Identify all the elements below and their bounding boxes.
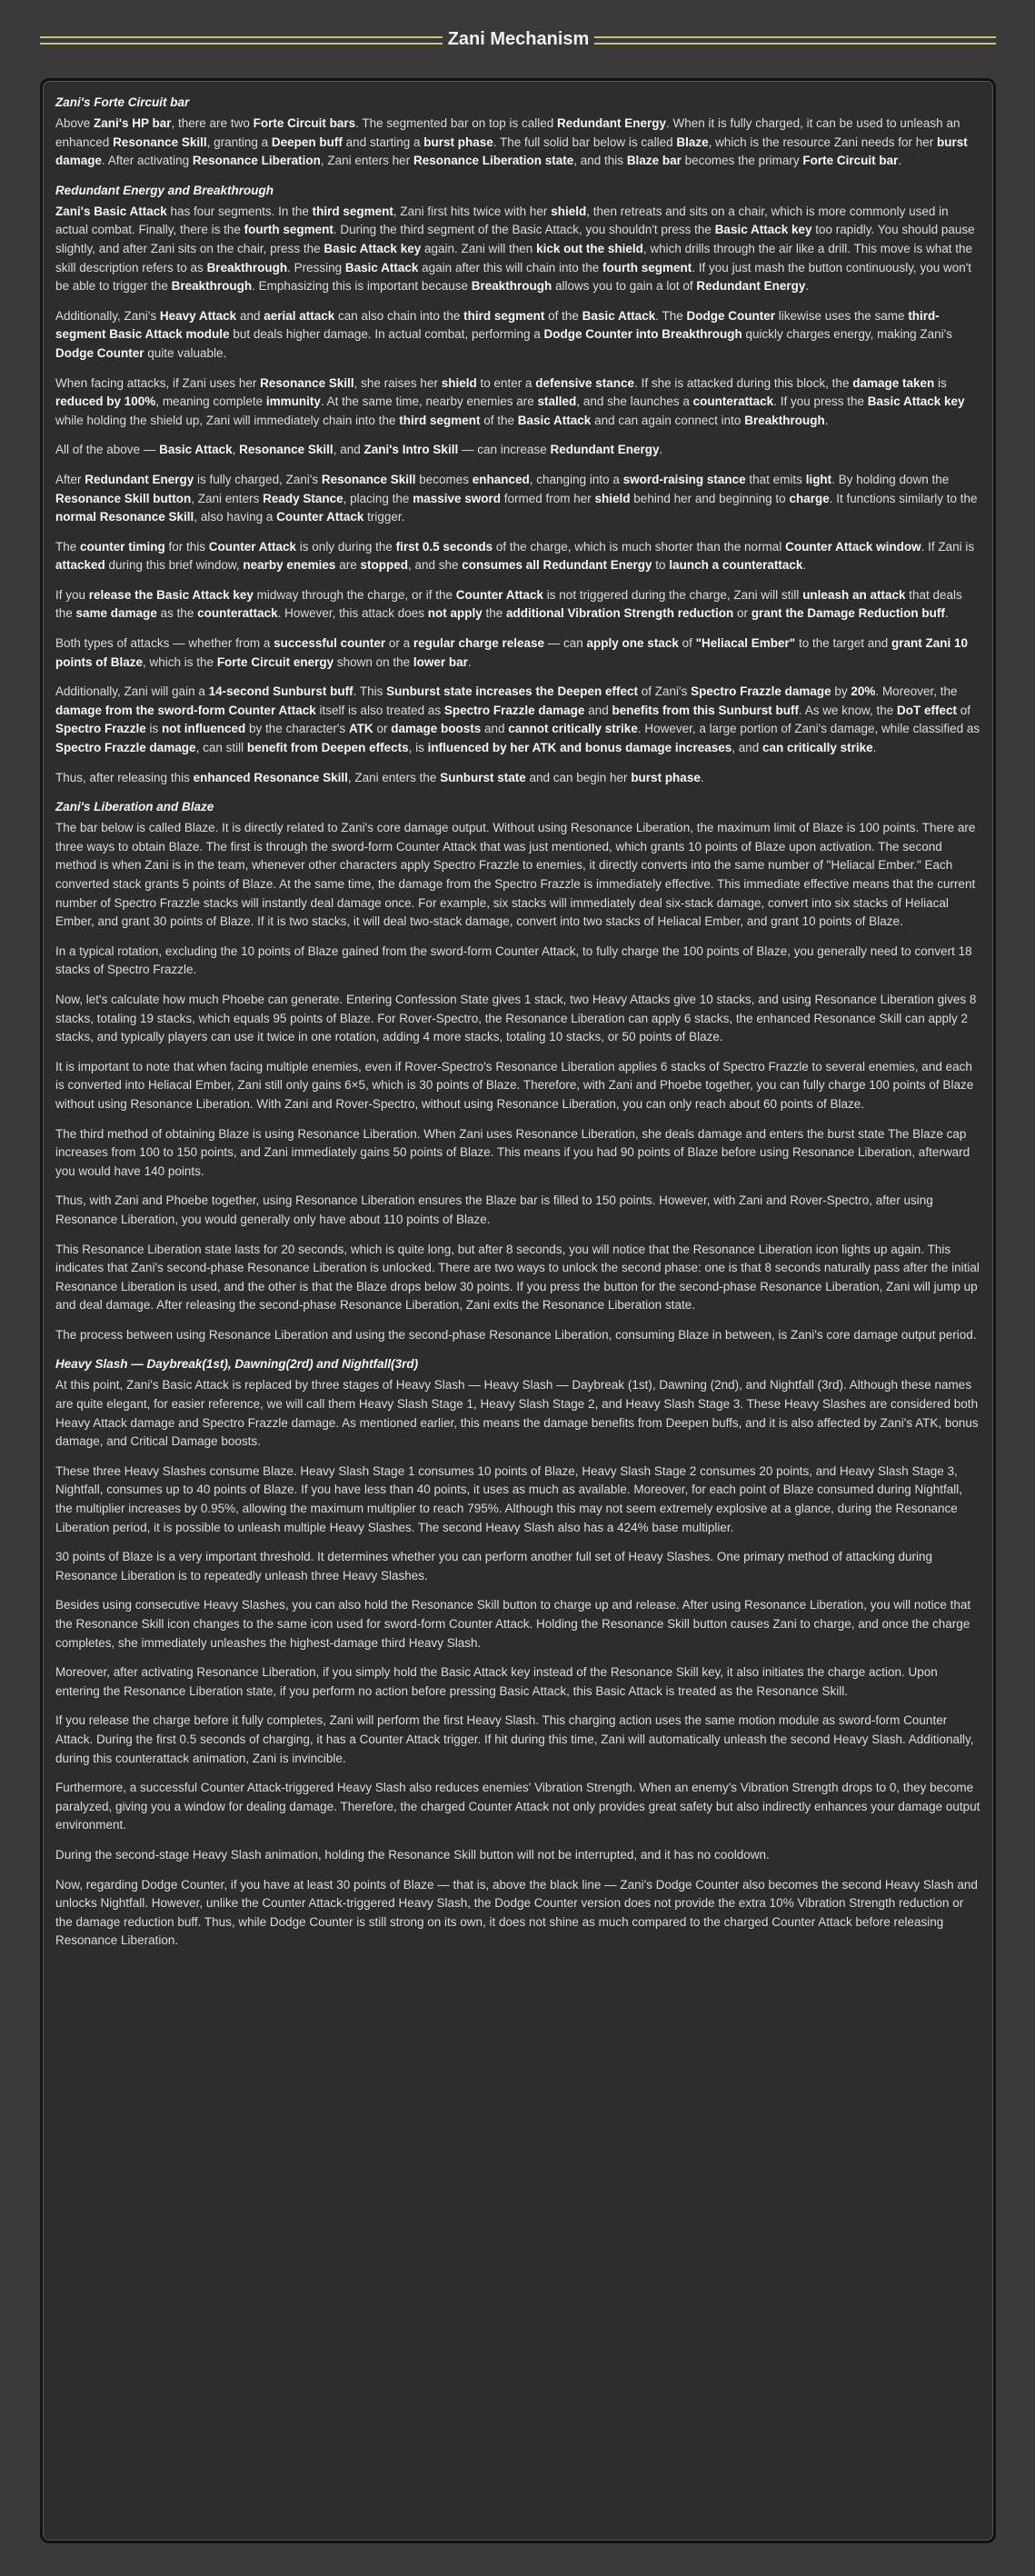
emphasis-term: Counter Attack bbox=[455, 587, 544, 602]
emphasis-term: Resonance Liberation bbox=[192, 154, 321, 168]
emphasis-term: Dodge Counter into Breakthrough bbox=[543, 327, 742, 342]
emphasis-term: Redundant Energy bbox=[85, 472, 194, 486]
emphasis-term: defensive stance bbox=[535, 375, 635, 390]
emphasis-term: Resonance Skill bbox=[321, 472, 416, 486]
emphasis-term: not apply bbox=[427, 606, 483, 621]
emphasis-term: counterattack bbox=[692, 394, 774, 409]
emphasis-term: Breakthrough bbox=[471, 279, 552, 294]
paragraph: After Redundant Energy is fully charged, Zani's Resonance Skill becomes enhanced, changing into a sword-raising stance that emits light. By holding down the Resonance Skill button, Zani enters Ready Stance, placing the massive sword formed from her shield behind her and beginning to charge. It functions similarly to the normal Resonance Skill, also having a Counter Attack trigger. bbox=[55, 472, 978, 524]
emphasis-term: kick out the shield bbox=[536, 241, 643, 255]
emphasis-term: shield bbox=[441, 375, 477, 390]
emphasis-term: Blaze bbox=[676, 135, 709, 149]
paragraph: Moreover, after activating Resonance Liberation, if you simply hold the Basic Attack key instead of the Resonance Skill key, it also initiates the charge action. Upon entering the Resonance Liberation state, if you perform no action before pressing Basic Attack, this Basic Attack is treated as the Resonance Skill. bbox=[55, 1665, 938, 1698]
emphasis-term: fourth segment bbox=[602, 260, 692, 275]
emphasis-term: Spectro Frazzle damage bbox=[691, 684, 831, 699]
emphasis-term: Basic Attack bbox=[517, 413, 592, 427]
section-title-heavy-slash: Heavy Slash — Daybreak(1st), Dawning(2rd) and Nightfall(3rd) bbox=[55, 1357, 419, 1372]
paragraph: Both types of attacks — whether from a successful counter or a regular charge release — can apply one stack of "Heliacal Ember" to the target and grant Zani 10 points of Blaze, which is the Forte Circuit energy shown on the lower bar. bbox=[55, 636, 969, 669]
emphasis-term: benefit from Deepen effects bbox=[246, 741, 409, 755]
section-title-liberation-blaze: Zani's Liberation and Blaze bbox=[55, 800, 214, 814]
emphasis-term: burst phase bbox=[423, 135, 493, 149]
emphasis-term: fourth segment bbox=[244, 223, 333, 237]
paragraph: If you release the Basic Attack key midway through the charge, or if the Counter Attack is not triggered during the charge, Zani will still unleash an attack that deals the same damage as the counterattack. However, this attack does not apply the additional Vibration Strength reduction or grant the Damage Reduction buff. bbox=[55, 587, 962, 621]
paragraph: Above Zani's HP bar, there are two Forte Circuit bars. The segmented bar on top is called Redundant Energy. When it is fully charged, it can be used to unleash an enhanced Resonance Skill, granting a Deepen buff and starting a burst phase. The full solid bar below is called Blaze, which is the resource Zani needs for her burst damage. After activating Resonance Liberation, Zani enters her Resonance Liberation state, and this Blaze bar becomes the primary Forte Circuit bar. bbox=[55, 116, 968, 168]
emphasis-term: charge bbox=[789, 491, 830, 505]
emphasis-term: Forte Circuit energy bbox=[216, 654, 334, 669]
emphasis-term: enhanced bbox=[472, 472, 530, 486]
paragraph: If you release the charge before it fully completes, Zani will perform the first Heavy Slash. This charging action uses the same motion module as sword-form Counter Attack. During the first 0.5 seconds of charging, it has a Counter Attack trigger. If hit during this time, Zani will automatically unleash the second Heavy Slash. Additionally, during this counterattack animation, Zani is invincible. bbox=[55, 1713, 974, 1765]
emphasis-term: third segment bbox=[463, 308, 545, 323]
emphasis-term: Breakthrough bbox=[206, 260, 288, 275]
emphasis-term: damage from the sword-form Counter Attack bbox=[55, 703, 316, 717]
emphasis-term: nearby enemies bbox=[243, 558, 336, 573]
paragraph: It is important to note that when facing multiple enemies, even if Rover-Spectro's Resonance Liberation applies 6 stacks of Spectro Frazzle to several enemies, and each is converted into Heliacal Ember, Zani still only gains 6×5, which is 30 points of Blaze. Therefore, with Zani and Phoebe together, you can fully charge 100 points of Blaze without using Resonance Liberation. With Zani and Rover-Spectro, without using Resonance Liberation, you can only reach about 60 points of Blaze. bbox=[55, 1059, 974, 1111]
emphasis-term: Forte Circuit bar bbox=[802, 154, 899, 168]
emphasis-term: 20% bbox=[851, 684, 876, 699]
emphasis-term: third segment bbox=[312, 204, 393, 218]
emphasis-term: consumes all Redundant Energy bbox=[462, 558, 652, 573]
emphasis-term: Resonance Skill bbox=[113, 135, 207, 149]
emphasis-term: Redundant Energy bbox=[696, 279, 806, 294]
paragraph: The counter timing for this Counter Attack is only during the first 0.5 seconds of the charge, which is much shorter than the normal Counter Attack window. If Zani is attacked during this brief window, nearby enemies are stopped, and she consumes all Redundant Energy to launch a counterattack. bbox=[55, 539, 975, 573]
emphasis-term: benefits from this Sunburst buff bbox=[612, 703, 799, 717]
emphasis-term: sword-raising stance bbox=[622, 472, 746, 486]
emphasis-term: additional Vibration Strength reduction bbox=[506, 606, 734, 621]
paragraph: The bar below is called Blaze. It is directly related to Zani's core damage output. Without using Resonance Liberation, the maximum limit of Blaze is 100 points. There are three ways to obtain Blaze. The first is through the sword-form Counter Attack that was just mentioned, which grants 10 points of Blaze upon activation. The second method is when Zani is in the team, whenever other characters apply Spectro Frazzle to enemies, it directly converts into the same number of "Heliacal Ember." Each converted stack grants 5 points of Blaze. At the same time, the damage from the Spectro Frazzle is immediately effective. This immediate effective means that the current number of Spectro Frazzle stacks will instantly deal damage once. For example, six stacks will immediately deal six-stack damage, convert into six stacks of Heliacal Ember, and grant 30 points of Blaze. If it is two stacks, it will deal two-stack damage, convert into two stacks of Heliacal Ember, and grant 10 points of Blaze. bbox=[55, 821, 976, 929]
paragraph: Additionally, Zani's Heavy Attack and aerial attack can also chain into the third segment of the Basic Attack. The Dodge Counter likewise uses the same third-segment Basic Attack module but deals higher damage. In actual combat, performing a Dodge Counter into Breakthrough quickly charges energy, making Zani's Dodge Counter quite valuable. bbox=[55, 308, 952, 360]
emphasis-term: aerial attack bbox=[264, 308, 335, 323]
emphasis-term: Counter Attack window bbox=[785, 539, 921, 554]
emphasis-term: Breakthrough bbox=[744, 413, 825, 427]
emphasis-term: attacked bbox=[55, 558, 105, 573]
emphasis-term: Counter Attack bbox=[276, 510, 364, 524]
emphasis-term: Spectro Frazzle damage bbox=[55, 741, 196, 755]
emphasis-term: light bbox=[805, 472, 832, 486]
emphasis-term: Blaze bar bbox=[626, 154, 682, 168]
emphasis-term: Resonance Skill bbox=[239, 443, 333, 457]
paragraph: During the second-stage Heavy Slash animation, holding the Resonance Skill button will not be interrupted, and it has no cooldown. bbox=[55, 1847, 770, 1862]
emphasis-term: can critically strike bbox=[762, 741, 873, 755]
paragraph: This Resonance Liberation state lasts for 20 seconds, which is quite long, but after 8 seconds, you will notice that the Resonance Liberation icon lights up again. This indicates that Zani's second-phase Resonance Liberation is unlocked. There are two ways to unlock the second phase: one is that 8 seconds naturally pass after the initial Resonance Liberation is used, and the other is that the Blaze drops below 30 points. If you press the button for the second-phase Resonance Liberation, Zani will jump up and deal damage. After releasing the second-phase Resonance Liberation, Zani exits the Resonance Liberation state. bbox=[55, 1242, 980, 1313]
emphasis-term: Resonance Liberation state bbox=[413, 154, 574, 168]
header-ornament-left bbox=[40, 36, 443, 45]
emphasis-term: stalled bbox=[537, 394, 577, 409]
emphasis-term: Redundant Energy bbox=[557, 116, 667, 130]
section-title-forte-circuit: Zani's Forte Circuit bar bbox=[55, 95, 190, 109]
emphasis-term: grant the Damage Reduction buff bbox=[751, 606, 945, 621]
emphasis-term: same damage bbox=[75, 606, 157, 621]
emphasis-term: Resonance Skill button bbox=[55, 491, 192, 505]
emphasis-term: Zani's Basic Attack bbox=[55, 204, 167, 218]
emphasis-term: Basic Attack bbox=[159, 443, 233, 457]
emphasis-term: release the Basic Attack key bbox=[88, 587, 254, 602]
paragraph: Besides using consecutive Heavy Slashes, you can also hold the Resonance Skill button to charge up and release. After using Resonance Liberation, you will notice that the Resonance Skill icon changes to the same icon used for sword-form Counter Attack. Holding the Resonance Skill button causes Zani to charge, and once the charge completes, she immediately unleashes the highest-damage third Heavy Slash. bbox=[55, 1598, 971, 1650]
emphasis-term: massive sword bbox=[413, 491, 501, 505]
emphasis-term: influenced by her ATK and bonus damage increases bbox=[427, 741, 732, 755]
emphasis-term: counterattack bbox=[197, 606, 278, 621]
emphasis-term: Dodge Counter bbox=[686, 308, 775, 323]
paragraph: In a typical rotation, excluding the 10 points of Blaze gained from the sword-form Counter Attack, to fully charge the 100 points of Blaze, you generally need to convert 18 stacks of Spectro Frazzle. bbox=[55, 944, 972, 977]
paragraph: The third method of obtaining Blaze is using Resonance Liberation. When Zani uses Resonance Liberation, she deals damage and enters the burst state The Blaze cap increases from 100 to 150 points, and Zani immediately gains 50 points of Blaze. This means if you had 90 points of Blaze before using Resonance Liberation, afterward you would have 140 points. bbox=[55, 1126, 970, 1178]
page-header bbox=[0, 0, 1035, 82]
emphasis-term: lower bar bbox=[413, 654, 468, 669]
emphasis-term: Ready Stance bbox=[263, 491, 343, 505]
emphasis-term: Sunburst state bbox=[440, 770, 526, 784]
emphasis-term: enhanced Resonance Skill bbox=[193, 770, 348, 784]
paragraph: These three Heavy Slashes consume Blaze. Heavy Slash Stage 1 consumes 10 points of Blaze, Heavy Slash Stage 2 consumes 20 points, and Heavy Slash Stage 3, Nightfall, consumes up to 40 points of Blaze. If you have less than 40 points, it uses as much as available. Moreover, for each point of Blaze consumed during Nightfall, the multiplier increases by 0.95%, allowing the maximum multiplier to reach 795%. Although this may not seem extremely explosive at a glance, during the Resonance Liberation period, it is possible to unleash multiple Heavy Slashes. The second Heavy Slash also has a 424% base multiplier. bbox=[55, 1463, 963, 1534]
emphasis-term: not influenced bbox=[162, 722, 246, 736]
emphasis-term: burst phase bbox=[631, 770, 701, 784]
emphasis-term: Basic Attack key bbox=[714, 223, 812, 237]
emphasis-term: Resonance Skill bbox=[260, 375, 354, 390]
emphasis-term: cannot critically strike bbox=[508, 722, 638, 736]
emphasis-term: Zani's HP bar bbox=[94, 116, 172, 130]
emphasis-term: third segment bbox=[399, 413, 481, 427]
emphasis-term: burst damage bbox=[55, 135, 968, 168]
paragraph: Now, let's calculate how much Phoebe can generate. Entering Confession State gives 1 stack, two Heavy Attacks give 10 stacks, and using Resonance Liberation gives 8 stacks, totaling 19 stacks, which equals 95 points of Blaze. For Rover-Spectro, the Resonance Liberation can apply 6 stacks, the enhanced Resonance Skill can apply 2 stacks, and typically players can use it twice in one rotation, adding 4 more stacks, totaling 10 stacks, or 50 points of Blaze. bbox=[55, 992, 977, 1044]
section-liberation-blaze bbox=[55, 819, 981, 1344]
emphasis-term: shield bbox=[551, 204, 587, 218]
emphasis-term: normal Resonance Skill bbox=[55, 510, 194, 524]
emphasis-term: ATK bbox=[348, 722, 373, 736]
emphasis-term: 14-second Sunburst buff bbox=[208, 684, 353, 699]
emphasis-term: Basic Attack bbox=[344, 260, 419, 275]
page-title: Zani Mechanism bbox=[447, 29, 590, 49]
emphasis-term: DoT effect bbox=[897, 703, 958, 717]
emphasis-term: Spectro Frazzle damage bbox=[443, 703, 585, 717]
emphasis-term: first 0.5 seconds bbox=[395, 539, 493, 554]
emphasis-term: launch a counterattack bbox=[669, 558, 803, 573]
emphasis-term: "Heliacal Ember" bbox=[695, 636, 796, 651]
paragraph: All of the above — Basic Attack, Resonance Skill, and Zani's Intro Skill — can increase Redundant Energy. bbox=[55, 443, 663, 457]
emphasis-term: Basic Attack key bbox=[867, 394, 965, 409]
paragraph: Zani's Basic Attack has four segments. In the third segment, Zani first hits twice with her shield, then retreats and sits on a chair, which is more commonly used in actual combat. Finally, there is the fourth segment. During the third segment of the Basic Attack, you shouldn't press the Basic Attack key too rapidly. You should pause slightly, and after Zani sits on the chair, press the Basic Attack key again. Zani will then kick out the shield, which drills through the air like a drill. This move is what the skill description refers to as Breakthrough. Pressing Basic Attack again after this will chain into the fourth segment. If you just mash the button continuously, you won't be able to trigger the Breakthrough. Emphasizing this is important because Breakthrough allows you to gain a lot of Redundant Energy. bbox=[55, 204, 975, 294]
emphasis-term: Basic Attack bbox=[582, 308, 656, 323]
paragraph: The process between using Resonance Liberation and using the second-phase Resonance Liberation, consuming Blaze in between, is Zani's core damage output period. bbox=[55, 1327, 977, 1342]
paragraph: Additionally, Zani will gain a 14-second Sunburst buff. This Sunburst state increases the Deepen effect of Zani's Spectro Frazzle damage by 20%. Moreover, the damage from the sword-form Counter Attack itself is also treated as Spectro Frazzle damage and benefits from this Sunburst buff. As we know, the DoT effect of Spectro Frazzle is not influenced by the character's ATK or damage boosts and cannot critically strike. However, a large portion of Zani's damage, while classified as Spectro Frazzle damage, can still benefit from Deepen effects, is influenced by her ATK and bonus damage increases, and can critically strike. bbox=[55, 684, 980, 755]
emphasis-term: stopped bbox=[360, 558, 408, 573]
emphasis-term: Heavy Attack bbox=[159, 308, 237, 323]
paragraph: Thus, after releasing this enhanced Resonance Skill, Zani enters the Sunburst state and can begin her burst phase. bbox=[55, 770, 704, 784]
emphasis-term: shield bbox=[594, 491, 631, 505]
paragraph: Now, regarding Dodge Counter, if you have at least 30 points of Blaze — that is, above the black line — Zani's Dodge Counter also becomes the second Heavy Slash and unlocks Nightfall. However, unlike the Counter Attack-triggered Heavy Slash, the Dodge Counter version does not provide the extra 10% Vibration Strength reduction or the damage reduction buff. Thus, while Dodge Counter is still strong on its own, it does not shine as much compared to the charged Counter Attack before releasing Resonance Liberation. bbox=[55, 1877, 978, 1948]
emphasis-term: Counter Attack bbox=[208, 539, 297, 554]
emphasis-term: successful counter bbox=[274, 636, 386, 651]
emphasis-term: Dodge Counter bbox=[55, 345, 144, 360]
content-panel bbox=[40, 78, 996, 2543]
emphasis-term: grant Zani 10 points of Blaze bbox=[55, 636, 969, 669]
emphasis-term: third-segment Basic Attack module bbox=[55, 308, 940, 342]
section-title-redundant-energy: Redundant Energy and Breakthrough bbox=[55, 183, 274, 197]
paragraph: At this point, Zani's Basic Attack is replaced by three stages of Heavy Slash — Heavy Slash — Daybreak (1st), Dawning (2nd), and Nightfall (3rd). Although these names are quite elegant, for easier reference, we will call them Heavy Slash Stage 1, Heavy Slash Stage 2, and Heavy Slash Stage 3. These Heavy Slashes are considered both Heavy Attack damage and Spectro Frazzle damage. As mentioned earlier, this means the damage benefits from Deepen buffs, and it is also affected by Zani's ATK, bonus damage, and Critical Damage boosts. bbox=[55, 1378, 979, 1449]
section-redundant-energy bbox=[55, 203, 981, 787]
emphasis-term: counter timing bbox=[80, 539, 165, 554]
emphasis-term: Breakthrough bbox=[171, 279, 253, 294]
emphasis-term: Redundant Energy bbox=[550, 443, 660, 457]
paragraph: Furthermore, a successful Counter Attack-triggered Heavy Slash also reduces enemies' Vibration Strength. When an enemy's Vibration Strength drops to 0, they become paralyzed, giving you a window for dealing damage. Therefore, the charged Counter Attack not only provides great safety but also indirectly enhances your damage output environment. bbox=[55, 1781, 980, 1832]
emphasis-term: unleash an attack bbox=[802, 587, 906, 602]
header-ornament-right bbox=[594, 36, 996, 45]
emphasis-term: reduced by 100% bbox=[55, 394, 156, 409]
section-heavy-slash bbox=[55, 1376, 981, 1950]
emphasis-term: damage boosts bbox=[391, 722, 482, 736]
paragraph: 30 points of Blaze is a very important threshold. It determines whether you can perform another full set of Heavy Slashes. One primary method of attacking during Resonance Liberation is to repeatedly unleash three Heavy Slashes. bbox=[55, 1550, 932, 1583]
emphasis-term: Zani's Intro Skill bbox=[363, 443, 459, 457]
paragraph: When facing attacks, if Zani uses her Resonance Skill, she raises her shield to enter a defensive stance. If she is attacked during this block, the damage taken is reduced by 100%, meaning complete immunity. At the same time, nearby enemies are stalled, and she launches a counterattack. If you press the Basic Attack key while holding the shield up, Zani will immediately chain into the third segment of the Basic Attack and can again connect into Breakthrough. bbox=[55, 375, 965, 427]
emphasis-term: Basic Attack key bbox=[323, 241, 422, 255]
emphasis-term: damage taken bbox=[852, 375, 935, 390]
emphasis-term: immunity bbox=[265, 394, 321, 409]
emphasis-term: regular charge release bbox=[413, 636, 545, 651]
emphasis-term: Deepen buff bbox=[271, 135, 343, 149]
emphasis-term: apply one stack bbox=[586, 636, 679, 651]
paragraph: Thus, with Zani and Phoebe together, using Resonance Liberation ensures the Blaze bar is filled to 150 points. However, with Zani and Rover-Spectro, after using Resonance Liberation, you would generally only have about 110 points of Blaze. bbox=[55, 1193, 933, 1226]
emphasis-term: Spectro Frazzle bbox=[55, 722, 146, 736]
emphasis-term: Forte Circuit bars bbox=[253, 116, 356, 130]
emphasis-term: Sunburst state increases the Deepen effect bbox=[386, 684, 638, 699]
